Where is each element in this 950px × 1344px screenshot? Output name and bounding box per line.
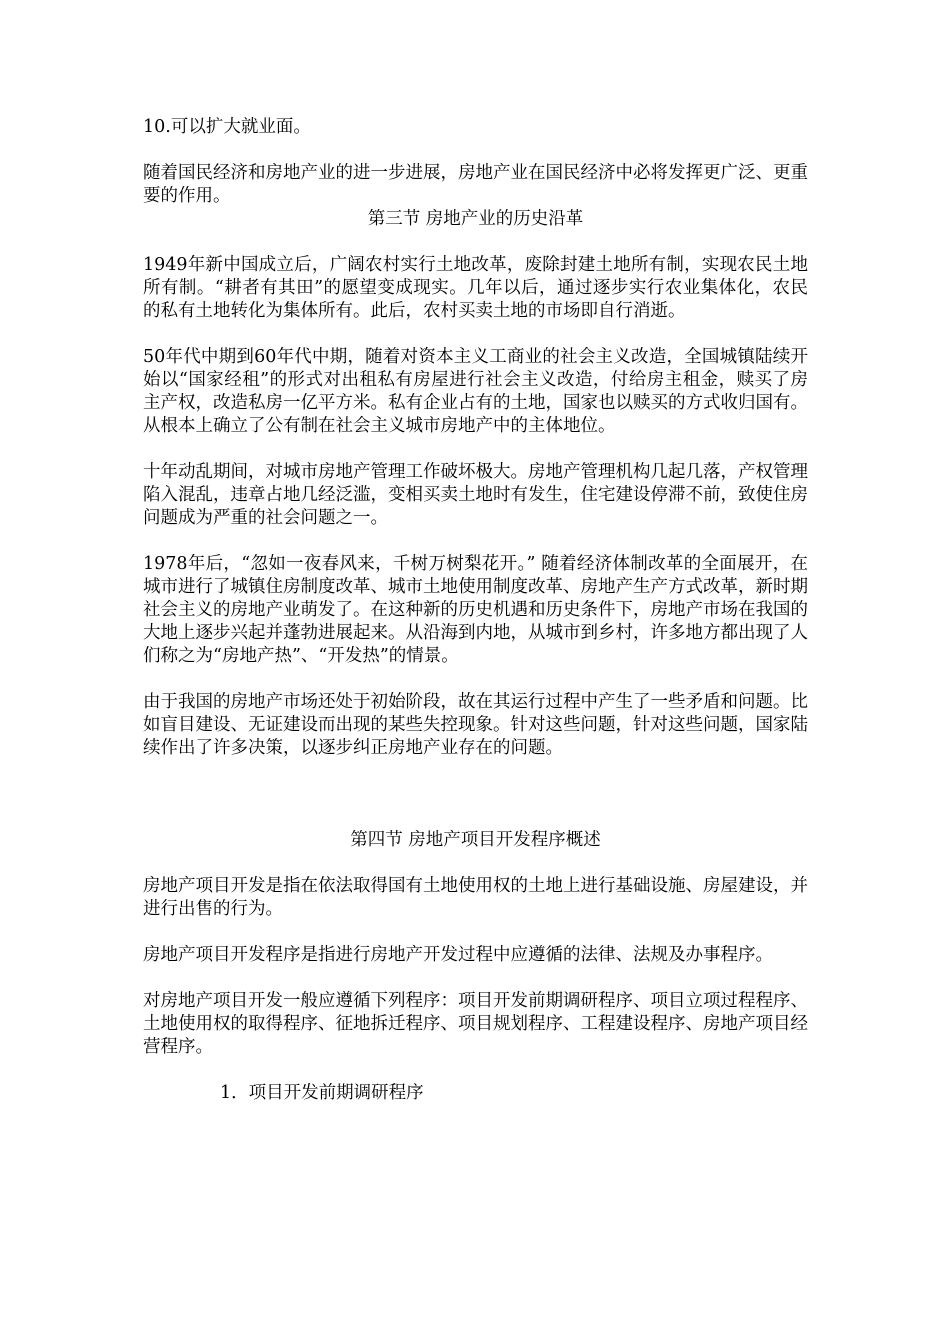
numbered-item-1: 1．项目开发前期调研程序 bbox=[220, 1083, 424, 1103]
paragraph: 1978年后，“忽如一夜春风来，千树万树梨花开。” 随着经济体制改革的全面展开，在城市进行了城镇住房制度改革、城市土地使用制度改革、房地产生产方式改革，新时期社会主义的房地产业萌发了。在这种新的历史机遇和历史条件下，房地产市场在我国的大地上逐步兴起并蓬勃进展起来。从沿海到内地，从城市到乡村，许多地方都出现了人们称之为“房地产热”、“开发热”的情景。 bbox=[143, 554, 808, 666]
section-heading-4: 第四节 房地产项目开发程序概述 bbox=[350, 830, 601, 850]
paragraph: 房地产项目开发程序是指进行房地产开发过程中应遵循的法律、法规及办事程序。 bbox=[143, 945, 773, 965]
list-item-employment: 10.可以扩大就业面。 bbox=[143, 117, 311, 137]
paragraph: 房地产项目开发是指在依法取得国有土地使用权的土地上进行基础设施、房屋建设，并进行出售的行为。 bbox=[143, 876, 808, 919]
paragraph: 十年动乱期间，对城市房地产管理工作破坏极大。房地产管理机构几起几落，产权管理陷入混乱，违章占地几经泛滥，变相买卖土地时有发生，住宅建设停滞不前，致使住房问题成为严重的社会问题之一。 bbox=[143, 462, 808, 528]
paragraph: 由于我国的房地产市场还处于初始阶段，故在其运行过程中产生了一些矛盾和问题。比如盲目建设、无证建设而出现的某些失控现象。针对这些问题，针对这些问题，国家陆续作出了许多决策，以逐步纠正房地产业存在的问题。 bbox=[143, 692, 808, 758]
section-heading-3: 第三节 房地产业的历史沿革 bbox=[367, 209, 584, 229]
paragraph: 50年代中期到60年代中期，随着对资本主义工商业的社会主义改造，全国城镇陆续开始以“国家经租”的形式对出租私有房屋进行社会主义改造，付给房主租金，赎买了房主产权，改造私房一亿平方米。私有企业占有的土地，国家也以赎买的方式收归国有。从根本上确立了公有制在社会主义城市房地产中的主体地位。 bbox=[143, 347, 808, 436]
paragraph: 对房地产项目开发一般应遵循下列程序：项目开发前期调研程序、项目立项过程程序、土地使用权的取得程序、征地拆迁程序、项目规划程序、工程建设程序、房地产项目经营程序。 bbox=[143, 991, 808, 1057]
paragraph: 1949年新中国成立后，广阔农村实行土地改革，废除封建土地所有制，实现农民土地所有制。“耕者有其田”的愿望变成现实。几年以后，通过逐步实行农业集体化，农民的私有土地转化为集体所有。此后，农村买卖土地的市场即自行消逝。 bbox=[143, 255, 808, 321]
document-body bbox=[143, 116, 808, 1105]
paragraph: 随着国民经济和房地产业的进一步进展，房地产业在国民经济中必将发挥更广泛、更重要的作用。 bbox=[143, 163, 808, 206]
